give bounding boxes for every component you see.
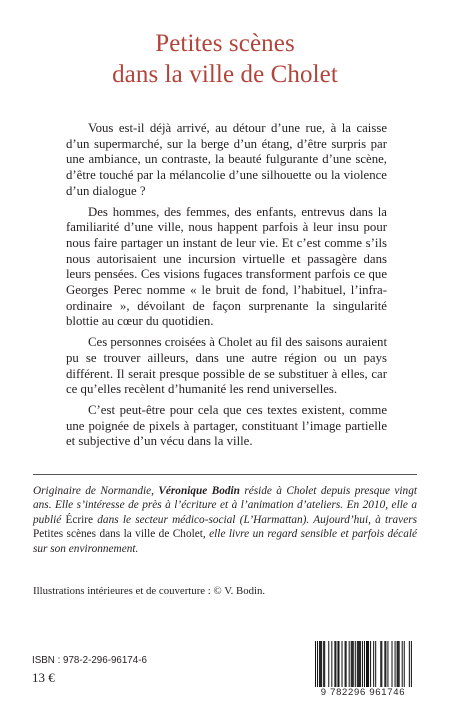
bio-text-5: , elle livre un regard sensible et parfois décalé sur son environnement.	[33, 528, 417, 555]
barcode-bar	[404, 641, 405, 687]
previous-book-title: Écrire	[65, 513, 94, 526]
publisher-name: (L’Harmattan).	[239, 513, 310, 526]
barcode-bar	[349, 641, 350, 687]
barcode-bar	[381, 641, 382, 687]
blurb-paragraph-1: Vous est-il déjà arrivé, au détour d’une rue, à la caisse d’un supermarché, sur la berge d’un étang, d’être surpris par une ambiance, un contraste, la beauté fulgurante d’une scène, d’être touché par la mélancolie d’une silhouette ou la violence d’un dialogue ?	[66, 121, 387, 198]
barcode-bar	[362, 641, 363, 693]
isbn: ISBN : 978-2-296-96174-6	[32, 655, 147, 666]
barcode-bar	[352, 641, 353, 687]
barcode-bar	[368, 641, 369, 687]
barcode-bar	[338, 641, 339, 687]
barcode-bar	[366, 641, 367, 687]
barcode-bar	[399, 641, 400, 687]
book-title	[0, 28, 450, 90]
bio-text-2: réside à Cholet depuis presque vingt ans. Elle s’intéresse de près à l’écriture et à l’animation d’ateliers. En 2010, elle a publié	[33, 485, 417, 526]
blurb-paragraph-2: Des hommes, des femmes, des enfants, entrevus dans la familiarité d’une ville, nous happent parfois à leur insu pour nous faire partager un instant de leur vie. Et c’est comme s’ils nous autorisaient une incursion virtuelle et passagère dans leurs pensées. Ces visions fugaces transforment parfois ce que Georges Perec nomme « le bruit de fond, l’habituel, l’infra-ordinaire », dévoilant de façon surprenante la singularité blottie au cœur du quotidien.	[66, 204, 387, 329]
bio-text-3: dans le secteur médico-social	[93, 513, 240, 526]
barcode-bar	[324, 641, 325, 687]
barcode-bar	[360, 641, 361, 687]
barcode-bar	[380, 641, 381, 687]
barcode-bar	[397, 641, 398, 687]
barcode-bar	[370, 641, 371, 687]
illustration-credits: Illustrations intérieures et de couverture : © V. Bodin.	[33, 585, 266, 597]
barcode-bar	[335, 641, 336, 687]
barcode-bar	[337, 641, 338, 687]
barcode-bar	[402, 641, 403, 687]
current-book-title: Petites scènes dans la ville de Cholet	[33, 528, 203, 541]
barcode-digits: 9 782296 961746	[307, 687, 419, 699]
blurb	[66, 121, 387, 455]
book-title-line-2: dans la ville de Cholet	[112, 61, 338, 88]
barcode-bar	[357, 641, 358, 687]
section-divider	[33, 474, 417, 475]
barcode-bar	[395, 641, 396, 687]
barcode-bar	[373, 641, 374, 687]
author-name: Véronique Bodin	[158, 485, 240, 497]
price: 13 €	[32, 670, 55, 685]
barcode-bar	[384, 641, 385, 687]
barcode-bar	[342, 641, 343, 687]
barcode-bar	[364, 641, 365, 693]
barcode-bar	[323, 641, 324, 687]
barcode-bar	[375, 641, 376, 687]
barcode-bar	[398, 641, 399, 687]
barcode-bar	[321, 641, 322, 687]
bio-text-1: Originaire de Normandie,	[33, 485, 159, 497]
barcode-bar	[353, 641, 354, 687]
barcode-bar	[409, 641, 410, 693]
barcode-bar	[315, 641, 316, 693]
barcode-bar	[331, 641, 332, 687]
barcode-bar	[355, 641, 356, 687]
barcode-bar	[411, 641, 412, 693]
barcode-bar	[319, 641, 320, 687]
barcode-bar	[387, 641, 388, 687]
barcode-bar	[359, 641, 360, 687]
author-bio	[33, 484, 417, 556]
barcode-bar	[334, 641, 335, 687]
barcode-bar	[392, 641, 393, 687]
barcode-bar	[345, 641, 346, 687]
book-title-line-1: Petites scènes	[155, 30, 295, 57]
barcode-bar	[358, 641, 359, 687]
barcode-bar	[328, 641, 329, 687]
blurb-paragraph-4: C’est peut-être pour cela que ces textes existent, comme une poignée de pixels à partager, constituant l’image partielle et subjective d’un vécu dans la ville.	[66, 402, 387, 449]
barcode-bar	[367, 641, 368, 687]
barcode	[307, 641, 419, 699]
barcode-bar	[317, 641, 318, 693]
barcode-bar	[351, 641, 352, 687]
blurb-paragraph-3: Ces personnes croisées à Cholet au fil des saisons auraient pu se trouver ailleurs, dans une autre région ou un pays différent. Il serait presque possible de se substituer à elles, car ce qu’elles recèlent d’humanité les rend universelles.	[66, 335, 387, 397]
bio-text-4: Aujourd’hui, à travers	[309, 513, 418, 526]
barcode-bar	[320, 641, 321, 687]
barcode-bar	[346, 641, 347, 687]
barcode-bar	[385, 641, 386, 687]
